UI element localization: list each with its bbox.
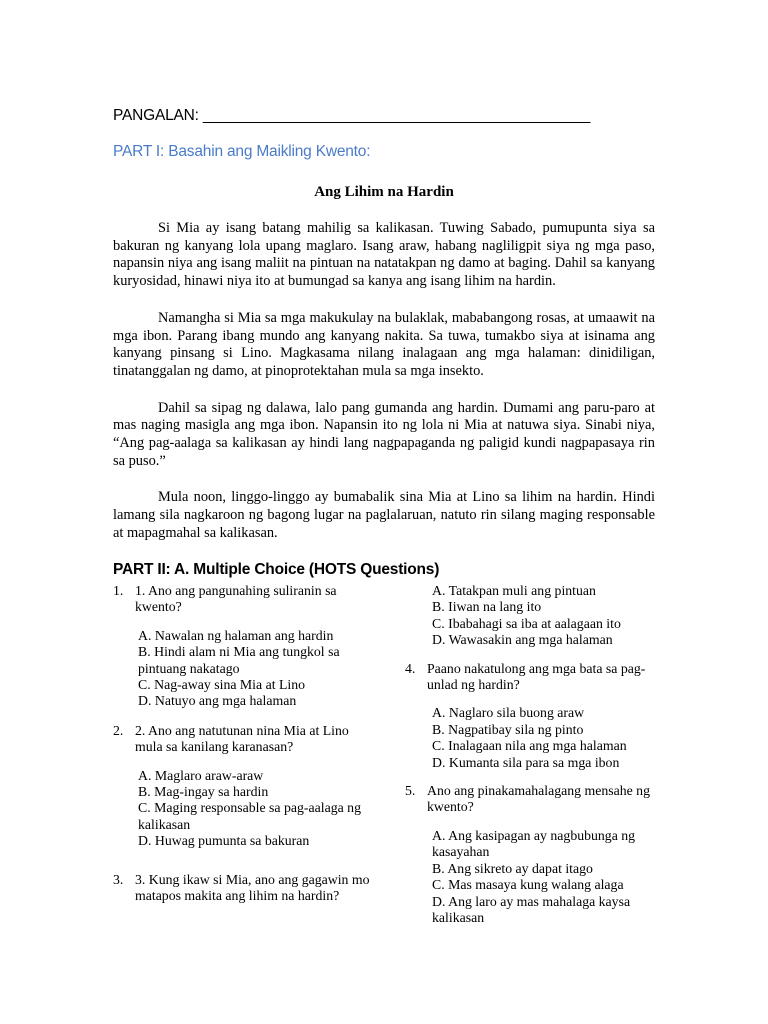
question-text: 2. Ano ang natutunan nina Mia at Lino mula sa kanilang karanasan? [135, 722, 349, 755]
question-item [113, 583, 375, 710]
choice-option[interactable]: C. Mas masaya kung walang alaga [432, 877, 624, 893]
choice-option[interactable]: D. Natuyo ang mga halaman [138, 693, 297, 709]
question-number: 4. [405, 660, 416, 676]
choice-option[interactable]: A. Maglaro araw-araw [138, 767, 264, 783]
question-text: Paano nakatulong ang mga bata sa pag-unlad ng hardin? [427, 660, 646, 693]
question-number: 5. [405, 783, 416, 799]
question-text: 3. Kung ikaw si Mia, ano ang gagawin mo matapos makita ang lihim na hardin? [135, 871, 370, 904]
choice-list [138, 768, 375, 850]
choice-option[interactable]: B. Mag-ingay sa hardin [138, 784, 269, 800]
choice-list [432, 583, 667, 649]
choice-option[interactable]: C. Ibabahagi sa iba at aalagaan ito [432, 615, 621, 631]
question-item [405, 783, 667, 926]
choice-option[interactable]: D. Ang laro ay mas mahalaga kaysa kalikasan [432, 893, 631, 925]
choice-option[interactable]: D. Huwag pumunta sa bakuran [138, 833, 310, 849]
part1-heading: PART I: Basahin ang Maikling Kwento: [113, 143, 371, 160]
question-text: Ano ang pinakamahalagang mensahe ng kwento? [427, 783, 650, 815]
choice-option[interactable]: A. Ang kasipagan ay nagbubunga ng kasayahan [432, 827, 636, 860]
story-paragraph: Namangha si Mia sa mga makukulay na bulaklak, mababangong rosas, at umaawit na mga ibon. Parang ibang mundo ang kanyang nakita. Sa tuwa, tumakbo siya at isinama ang kanyang pinsang si Lino. Magkasama nilang inalagaan ang mga halaman: dinidiligan, tinatanggalan ng damo, at pinoprotektahan mula sa mga insekto. [113, 309, 655, 379]
story-paragraph: Dahil sa sipag ng dalawa, lalo pang gumanda ang hardin. Dumami ang paru-paro at mas naging masigla ang mga ibon. Napansin ito ng lola ni Mia at natuwa siya. Sinabi niya, “Ang pag-aalaga sa kalikasan ay hindi lang nagpapaganda ng paligid kundi nagpapasaya rin sa puso.” [113, 399, 655, 469]
choice-option[interactable]: B. Iiwan na lang ito [432, 599, 542, 615]
choice-option[interactable]: C. Nag-away sina Mia at Lino [138, 677, 306, 693]
story-paragraph: Si Mia ay isang batang mahilig sa kalikasan. Tuwing Sabado, pumupunta siya sa bakuran ng kanyang lola upang maglaro. Isang araw, habang nagliligpit siya ng mga paso, napansin niya ang isang maliit na pintuan na natatakpan ng damo at baging. Dahil sa kanyang kuryosidad, hinawi niya ito at bumungad sa kanya ang isang lihim na hardin. [113, 220, 655, 290]
question-number: 2. [113, 722, 124, 738]
choice-option[interactable]: C. Maging responsable sa pag-aalaga ng kalikasan [138, 800, 361, 832]
questions-left-column [113, 583, 375, 905]
question-text: 1. Ano ang pangunahing suliranin sa kwento? [135, 583, 337, 615]
story-body [113, 220, 655, 562]
choice-option[interactable]: A. Naglaro sila buong araw [432, 705, 585, 721]
question-item [113, 872, 375, 905]
choice-option[interactable]: D. Wawasakin ang mga halaman [432, 632, 613, 648]
question-number: 1. [113, 583, 124, 598]
choice-list [432, 705, 667, 771]
name-field-label: PANGALAN: ______________________________________________ [113, 107, 591, 124]
question-item [405, 661, 667, 771]
choice-option[interactable]: D. Kumanta sila para sa mga ibon [432, 754, 620, 770]
story-paragraph: Mula noon, linggo-linggo ay bumabalik sina Mia at Lino sa lihim na hardin. Hindi lamang sila nagkaroon ng bagong lugar na paglalaruan, natuto rin silang maging responsable at mapagmahal sa kalikasan. [113, 489, 655, 541]
story-title: Ang Lihim na Hardin [314, 184, 454, 200]
questions-right-column [405, 583, 667, 926]
question-item [113, 723, 375, 850]
choice-list [138, 628, 375, 710]
choice-option[interactable]: B. Ang sikreto ay dapat itago [432, 860, 593, 876]
choice-option[interactable]: A. Nawalan ng halaman ang hardin [138, 627, 334, 643]
choice-list [432, 828, 667, 926]
choice-option[interactable]: A. Tatakpan muli ang pintuan [432, 583, 596, 598]
question-number: 3. [113, 871, 124, 887]
choice-option[interactable]: C. Inalagaan nila ang mga halaman [432, 738, 627, 754]
choice-option[interactable]: B. Nagpatibay sila ng pinto [432, 721, 584, 737]
choice-option[interactable]: B. Hindi alam ni Mia ang tungkol sa pintuang nakatago [138, 644, 340, 676]
part2-heading: PART II: A. Multiple Choice (HOTS Questions) [113, 561, 440, 578]
